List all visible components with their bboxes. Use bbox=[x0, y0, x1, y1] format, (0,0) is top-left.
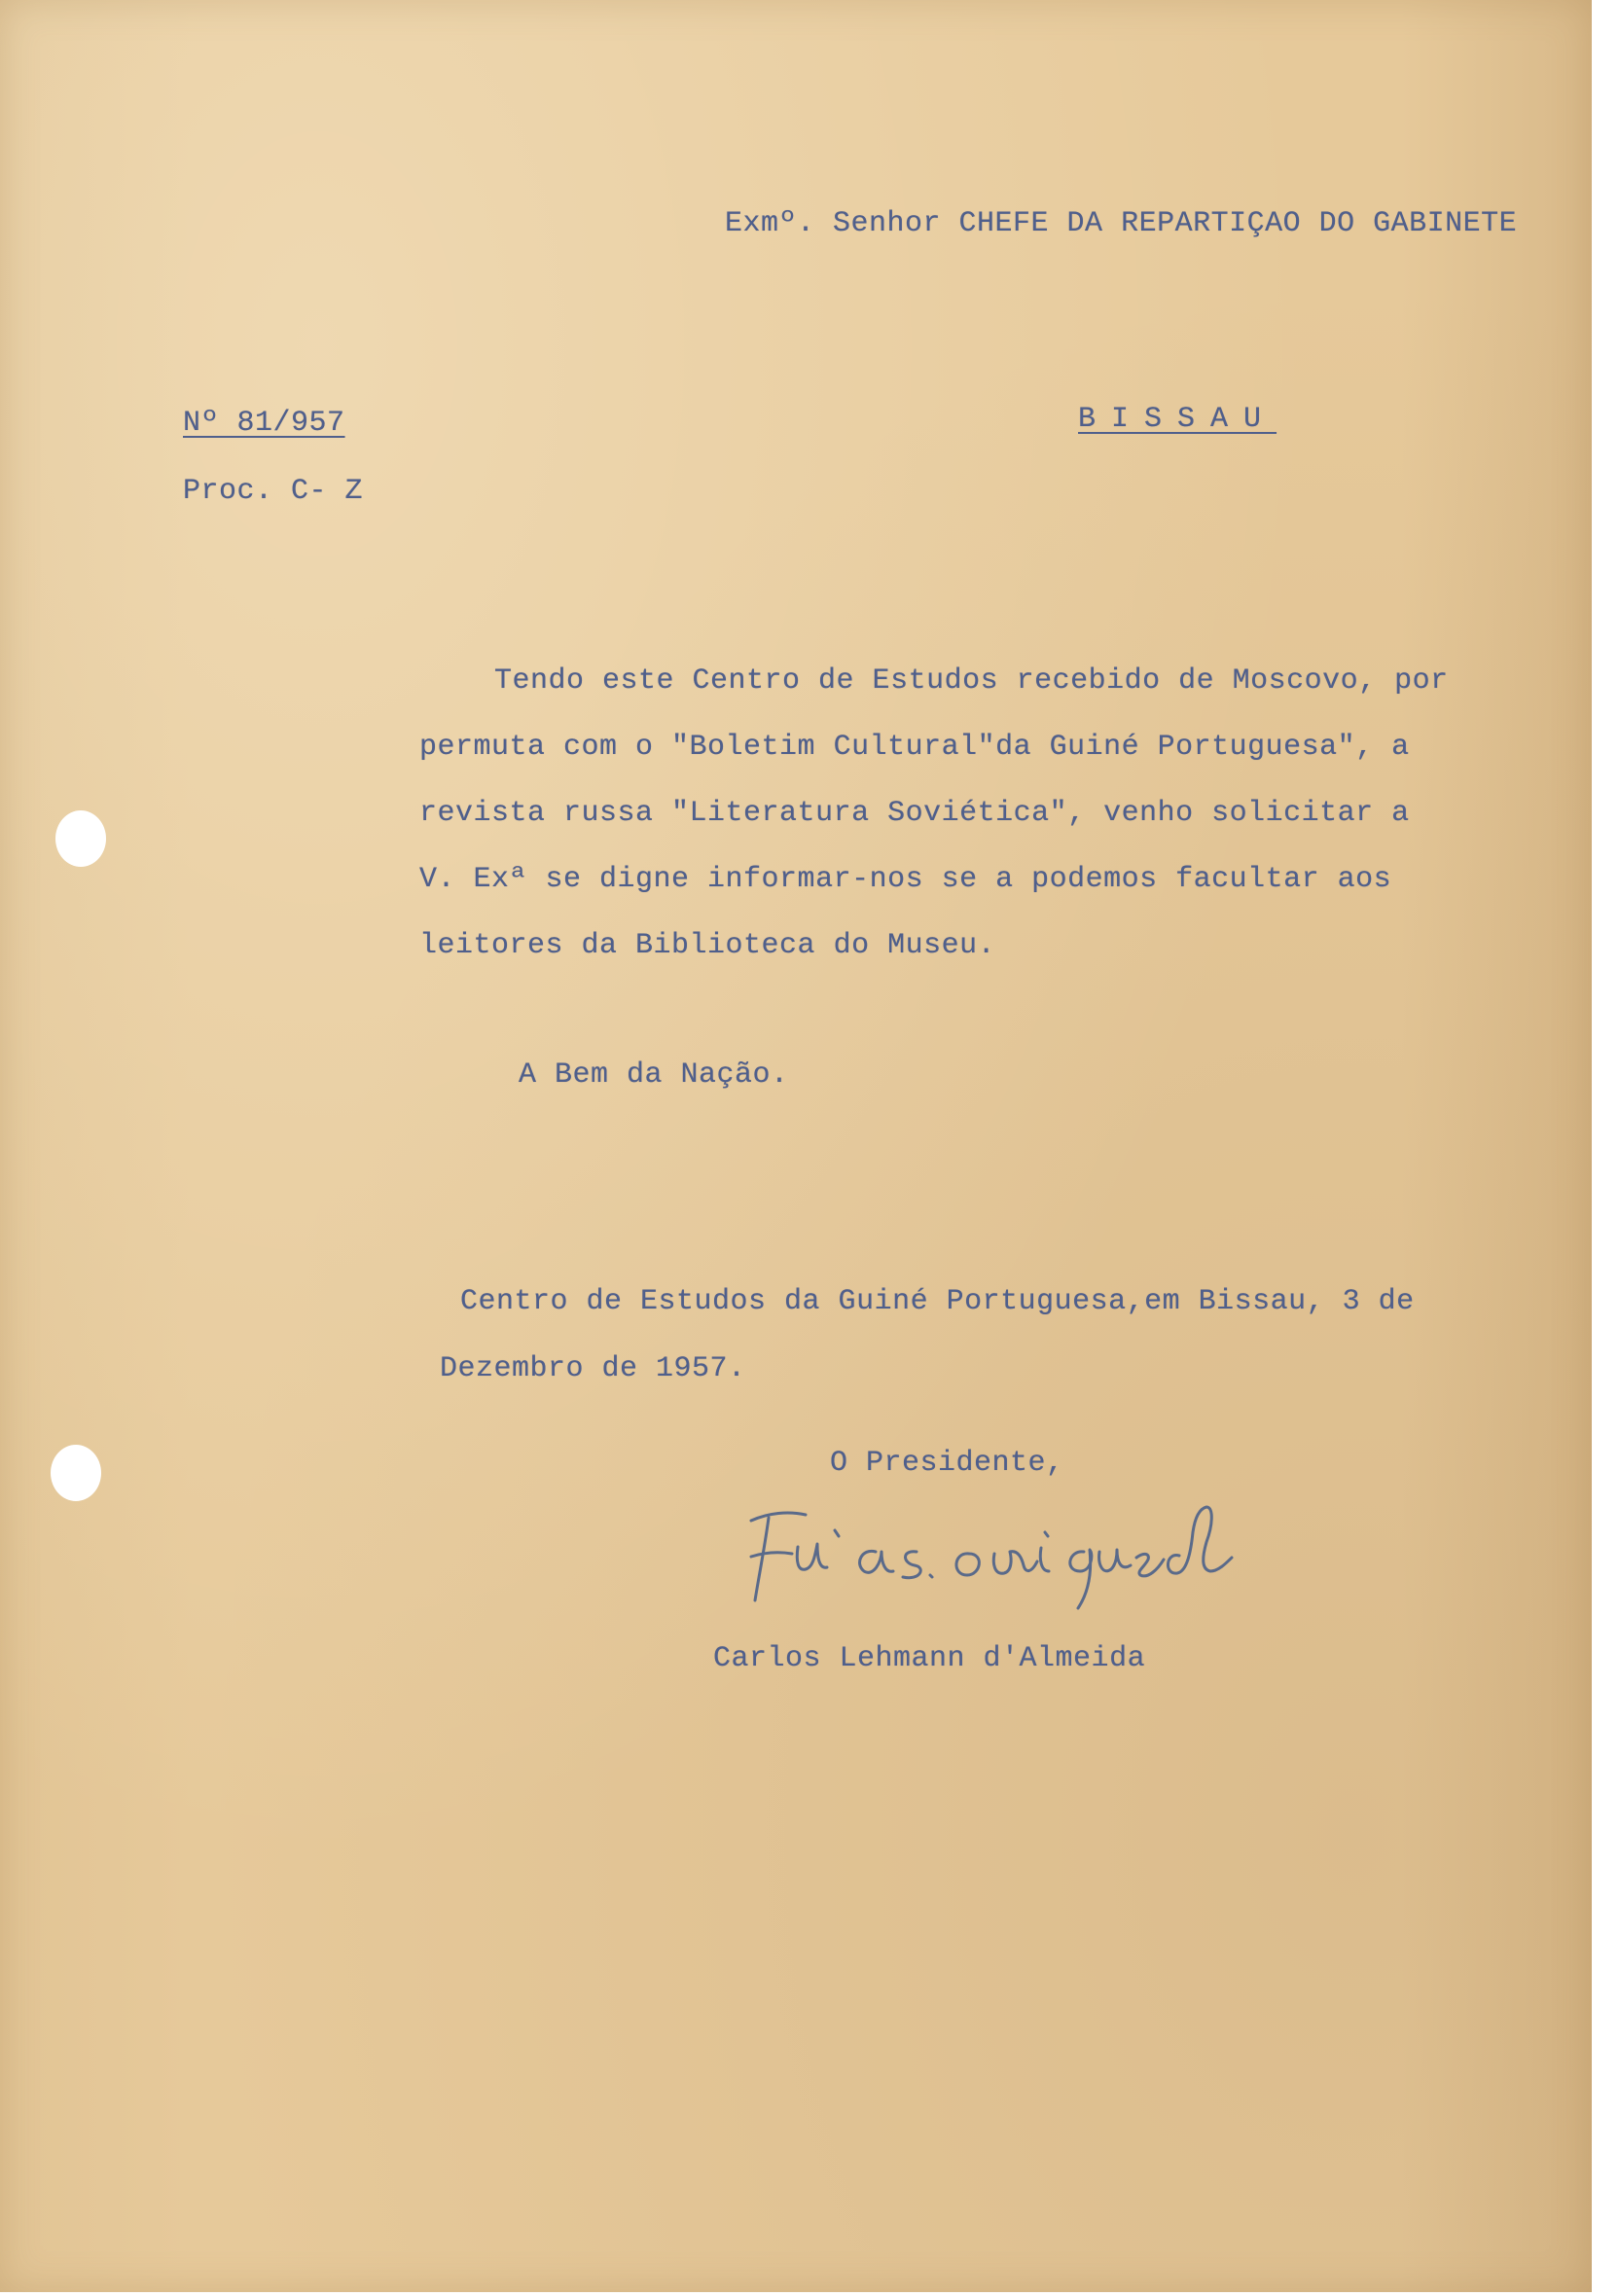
body-line-2: permuta com o "Boletim Cultural"da Guiné Portuguesa", a bbox=[419, 731, 1410, 764]
body-line-1: Tendo este Centro de Estudos recebido de Moscovo, por bbox=[494, 664, 1449, 698]
place-date-line-2: Dezembro de 1957. bbox=[440, 1352, 746, 1385]
signatory-name: Carlos Lehmann d'Almeida bbox=[713, 1642, 1146, 1675]
place-date-line-1: Centro de Estudos da Guiné Portuguesa,em Bissau, 3 de bbox=[460, 1285, 1415, 1318]
body-line-4: V. Exª se digne informar-nos se a podemos facultar aos bbox=[419, 863, 1392, 896]
process-reference: Proc. C- Z bbox=[183, 475, 364, 508]
body-line-3: revista russa "Literatura Soviética", venho solicitar a bbox=[419, 797, 1410, 830]
salutation: A Bem da Nação. bbox=[519, 1058, 789, 1092]
addressee-line: Exmº. Senhor CHEFE DA REPARTIÇAO DO GABINETE bbox=[725, 207, 1518, 240]
city-heading: BISSAU bbox=[1078, 403, 1277, 436]
handwritten-note bbox=[730, 1493, 1255, 1620]
body-line-5: leitores da Biblioteca do Museu. bbox=[419, 929, 996, 962]
punch-hole-bottom bbox=[51, 1445, 101, 1501]
punch-hole-top bbox=[55, 810, 106, 867]
signatory-title: O Presidente, bbox=[830, 1447, 1064, 1480]
document-number: Nº 81/957 bbox=[183, 407, 345, 440]
